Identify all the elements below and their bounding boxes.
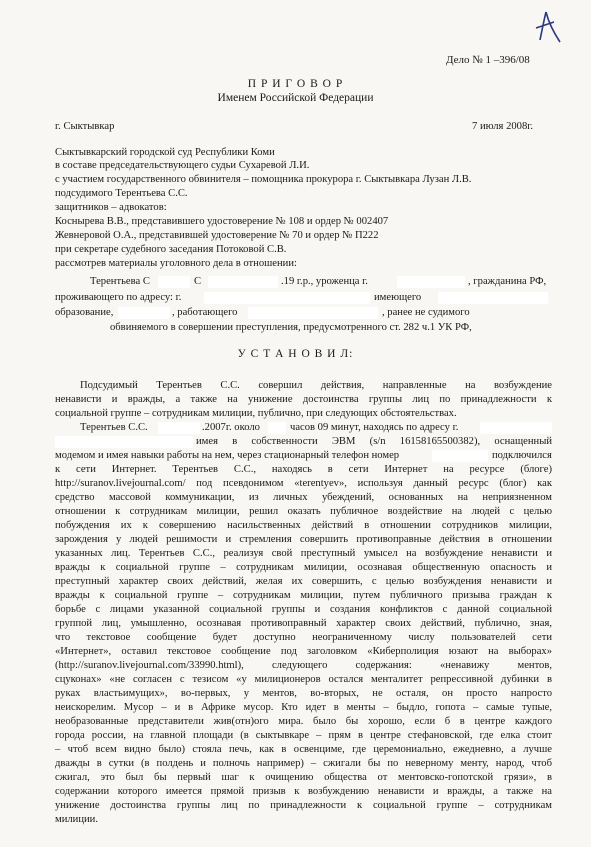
defendant-line: , гражданина РФ, xyxy=(468,276,547,287)
paragraph-line: – чтоб всем видно было) стояла печь, как в освенциме, где церемониально, ежедневно, а лучше xyxy=(55,744,552,755)
paragraph-line: к сети Интернет. Терентьев С.С., находясь в сети Интернет на ресурсе (блоге) xyxy=(55,464,552,475)
court-line: Сыктывкарский городской суд Республики Коми xyxy=(55,147,275,158)
paragraph-line: http://suranov.livejournal.com/ под псевдонимом «terentyev», используя данный ресурс (блог) как xyxy=(55,478,552,489)
defendant-line: обвиняемого в совершении преступления, предусмотренного ст. 282 ч.1 УК РФ, xyxy=(110,322,472,333)
court-line: Коснырева В.В., представившего удостоверение № 108 и ордер № 002407 xyxy=(55,216,389,227)
paragraph-line: унижение достоинства группы лиц по принадлежности к социальной группе – сотрудникам xyxy=(55,800,552,811)
redaction-box xyxy=(158,276,190,288)
defendant-line: , ранее не судимого xyxy=(382,307,470,318)
paragraph-line: ненависти и вражды, а также на унижение достоинства группы лиц по принадлежности к xyxy=(55,394,552,405)
paragraph-line: руках властьимущих», во-первых, у ментов, во-вторых, не осталя, он просто напросто xyxy=(55,688,552,699)
paragraph-line: преступный характер своих действий, желая их совершить, с целью возбуждения ненависти и xyxy=(55,576,552,587)
court-line: в составе председательствующего судьи Сухаревой Л.И. xyxy=(55,160,310,171)
court-line: подсудимого Терентьева С.С. xyxy=(55,188,188,199)
defendant-line: , работающего xyxy=(172,307,238,318)
court-line: защитников – адвокатов: xyxy=(55,202,167,213)
paragraph-line: модемом и имея навыки работы на нем, через стационарный телефон номер xyxy=(55,450,400,461)
court-line: рассмотрев материалы уголовного дела в отношении: xyxy=(55,258,297,269)
redaction-box xyxy=(432,450,488,462)
paragraph-line: побуждения их к совершению насильственных действий в отношении сотрудников милиции, xyxy=(55,520,552,531)
paragraph-line: .2007г. около xyxy=(202,422,260,433)
paragraph-line: группой лиц, умышленно, осознавая противоправный характер своих действий, публично, зная, xyxy=(55,618,552,629)
redaction-box xyxy=(204,292,370,304)
city: г. Сыктывкар xyxy=(55,121,115,132)
section-heading: У С Т А Н О В И Л: xyxy=(237,348,354,360)
defendant-line: Терентьева С xyxy=(90,276,150,287)
paragraph-line: борьбе с лицами указанной социальной группы и создания конфликтов с данной социальной xyxy=(55,604,552,615)
court-line: при секретаре судебного заседания Потоковой С.В. xyxy=(55,244,287,255)
redaction-box xyxy=(55,436,193,448)
paragraph-line: милиции. xyxy=(55,814,98,825)
redaction-box xyxy=(208,276,278,288)
paragraph-line: необразованные представители жив(отн)ого мира. было бы хорошо, если б в центре каждого xyxy=(55,716,552,727)
defendant-line: С xyxy=(194,276,202,287)
paragraph-line: неискорелим. Мусор – и в Африке мусор. Кто идет в менты – быдло, гопота – самые тупые, xyxy=(55,702,552,713)
redaction-box xyxy=(438,292,548,304)
redaction-box xyxy=(268,422,286,434)
paragraph-line: вражды к социальной группе – сотрудникам милиции, осознавая общественную опасность и xyxy=(55,562,552,573)
paragraph-line: содержании которого имеется прямой призыв к возбуждению ненависти и вражды, а также на xyxy=(55,786,552,797)
paragraph-line: сжигал, это был бы первый шаг к очищению общества от ментовско-гопотской грязи», в xyxy=(55,772,552,783)
paragraph-line: (http://suranov.livejournal.com/33990.html), следующего содержания: «ненавижу ментов, xyxy=(55,660,552,671)
document-title: П Р И Г О В О Р xyxy=(247,78,344,90)
paragraph-line: Терентьев С.С. xyxy=(80,422,148,433)
paragraph-line: средство массовой коммуникации, из личных убеждений, основанных на неприязненном xyxy=(55,492,552,503)
date: 7 июля 2008г. xyxy=(472,121,534,132)
paragraph-line: зарождения у людей решимости и стремления совершить противоправные действия в отношении xyxy=(55,534,552,545)
paragraph-line: подключился xyxy=(492,450,552,461)
court-line: с участием государственного обвинителя – помощника прокурора г. Сыктывкара Лузан Л.В. xyxy=(55,174,472,185)
paragraph-line: указанных лиц. Терентьев С.С., реализуя свой преступный умысел на возбуждение ненависти и xyxy=(55,548,552,559)
redaction-box xyxy=(480,422,552,434)
redaction-box xyxy=(118,307,170,319)
redaction-box xyxy=(397,276,465,288)
document-subtitle: Именем Российской Федерации xyxy=(217,92,374,104)
case-number: Дело № 1 –396/08 xyxy=(446,54,530,66)
paragraph-line: вражды к социальной группе – сотрудникам милиции, путем публичного призыва граждан к xyxy=(55,590,552,601)
redaction-box xyxy=(248,307,378,319)
paragraph-line: «Интернет», оставил текстовое сообщение под заголовком «Киберполиция юзают на выборах» xyxy=(55,646,552,657)
paragraph-line: часов 09 минут, находясь по адресу г. xyxy=(290,422,459,433)
paragraph-line: отношении к сотрудникам милиции, решил оказать публичное воздействие на людей с целью xyxy=(55,506,552,517)
defendant-line: имеющего xyxy=(374,292,422,303)
defendant-line: .19 г.р., уроженца г. xyxy=(281,276,368,287)
paragraph-line: сцуконах» «не согласен с тезисом «у милиционеров остался менталитет репрессивной дубинки в xyxy=(55,674,552,685)
defendant-line: образование, xyxy=(55,307,114,318)
paragraph-line: Подсудимый Терентьев С.С. совершил действия, направленные на возбуждение xyxy=(80,380,552,391)
court-line: Жевнеровой О.А., представившей удостоверение № 70 и ордер № П222 xyxy=(55,230,379,241)
paragraph-line: дважды в сутки (в полдень и полночь например) – сжигали бы по неверному менту, народ, чтоб xyxy=(55,758,552,769)
paragraph-line: что текстовое сообщение будет доступно неограниченному числу пользователей сети xyxy=(55,632,552,643)
paragraph-line: города россии, на главной площади (в сыктывкаре – прям в центре стефановской, где елка стоит xyxy=(55,730,552,741)
paragraph-line: социальной группе – сотрудникам милиции, публично, при следующих обстоятельствах. xyxy=(55,408,457,419)
paragraph-line: имея в собственности ЭВМ (s/n 16158165500382), оснащенный xyxy=(196,436,552,447)
handwritten-mark xyxy=(532,6,568,46)
defendant-line: проживающего по адресу: г. xyxy=(55,292,182,303)
redaction-box xyxy=(158,422,200,434)
